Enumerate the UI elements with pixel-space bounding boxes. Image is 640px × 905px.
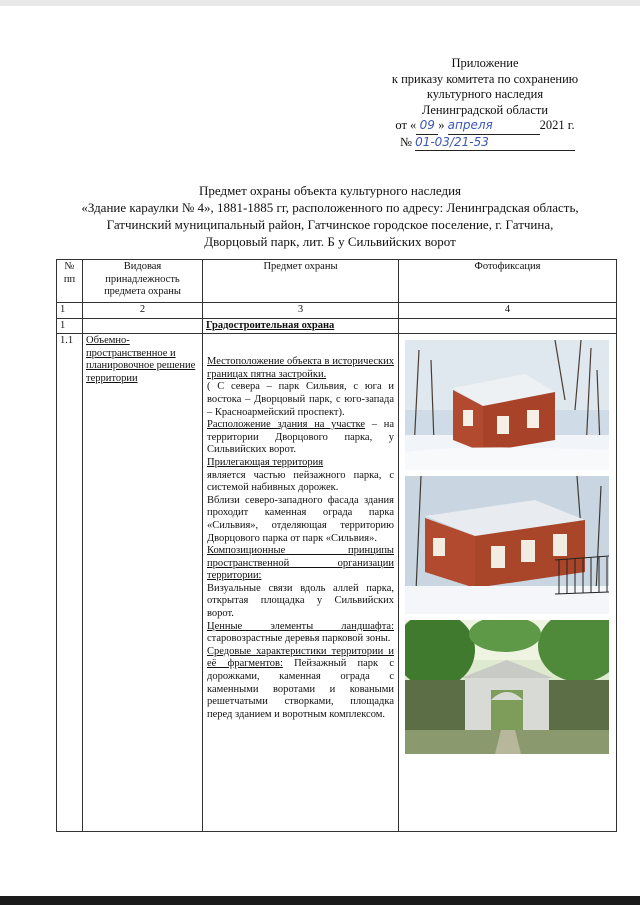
protection-table — [56, 259, 617, 832]
photo-cell — [399, 334, 617, 832]
handwritten-day: 09 — [416, 118, 438, 135]
header-cell: Видовая принадлежность предмета охраны — [83, 260, 203, 303]
stone-gate-park-photo — [405, 620, 609, 754]
date-year: 2021 г. — [539, 118, 575, 132]
section-row — [57, 318, 617, 334]
column-number-row — [57, 303, 617, 319]
section-title: Градостроительная охрана — [203, 318, 399, 334]
table-header-row — [57, 260, 617, 303]
appendix-line: Ленинградской области — [421, 102, 549, 117]
date-separator: » — [438, 118, 448, 132]
column-number: 1 — [57, 303, 83, 319]
column-number: 2 — [83, 303, 203, 319]
subject-heading: Композиционные принципы пространственной организации территории: — [207, 545, 394, 582]
appendix-line: к приказу комитета по сохранению — [391, 71, 579, 86]
subject-text: старовозрастные деревья парковой зоны. — [207, 633, 391, 645]
header-cell: Фотофиксация — [399, 260, 617, 303]
title-line: Дворцовый парк, лит. Б у Сильвийских ворот — [204, 234, 456, 249]
number-prefix: № — [400, 134, 416, 149]
subject-heading: Ценные элементы ландшафта: — [207, 620, 394, 632]
handwritten-month: апреля — [448, 118, 540, 135]
appendix-block — [360, 56, 610, 151]
appendix-line: культурного наследия — [426, 87, 544, 101]
subject-text: является частью пейзажного парка, с системой набивных дорожек. — [207, 469, 394, 494]
header-cell: Предмет охраны — [203, 260, 399, 303]
order-date — [360, 118, 610, 135]
subject-heading: Средовые характеристики территории и её фрагментов: — [207, 645, 394, 670]
order-number — [360, 135, 610, 152]
subject-text: – на территории Дворцового парка, у Сильвийских ворот. — [207, 419, 395, 456]
title-line: Предмет охраны объекта культурного наследия — [198, 183, 462, 198]
subject-text: Вблизи северо-западного фасада здания проходит каменная ограда парка «Сильвия», отделяющая территорию Дворцового парка от парк «Сильвия». — [207, 494, 394, 544]
column-number: 3 — [203, 303, 399, 319]
empty-cell — [83, 318, 203, 334]
guardhouse-winter-photo — [405, 340, 609, 470]
date-prefix: от « — [395, 118, 417, 132]
row-number: 1.1 — [57, 334, 83, 832]
title-line: «Здание караулки № 4», 1881-1885 гг, расположенного по адресу: Ленинградская область, — [81, 200, 579, 215]
title-line: Гатчинский муниципальный район, Гатчинское городское поселение, г. Гатчина, — [106, 217, 554, 232]
subject-text: Пейзажный парк с дорожками, каменная ограда с каменными воротами и коваными решетчатыми створками, площадка перед зданием и воротным комплексом. — [207, 658, 395, 720]
subject-text: Визуальные связи вдоль аллей парка, открытая площадка у Сильвийских ворот. — [207, 582, 394, 620]
guardhouse-facade-photo — [405, 476, 609, 614]
table-row — [57, 334, 617, 832]
protection-subject — [203, 334, 399, 832]
header-cell: № пп — [57, 260, 83, 303]
subject-heading: Прилегающая территория — [207, 456, 324, 468]
subject-heading: Расположение здания на участке — [207, 419, 366, 431]
document-title — [40, 182, 620, 250]
appendix-line: Приложение — [451, 56, 519, 70]
subject-heading: Местоположение объекта в исторических границах пятна застройки. — [207, 356, 394, 380]
handwritten-number: 01-03/21-53 — [415, 135, 575, 152]
scan-top-edge — [0, 0, 640, 6]
column-number: 4 — [399, 303, 617, 319]
section-number: 1 — [57, 318, 83, 334]
protection-kind: Объемно-пространственное и планировочное решение территории — [83, 334, 203, 832]
scan-bottom-edge — [0, 896, 640, 905]
empty-cell — [399, 318, 617, 334]
subject-text: ( С севера – парк Сильвия, с юга и востока – Дворцовый парк, с юго-запада – Красноармейский проспект). — [207, 381, 394, 418]
